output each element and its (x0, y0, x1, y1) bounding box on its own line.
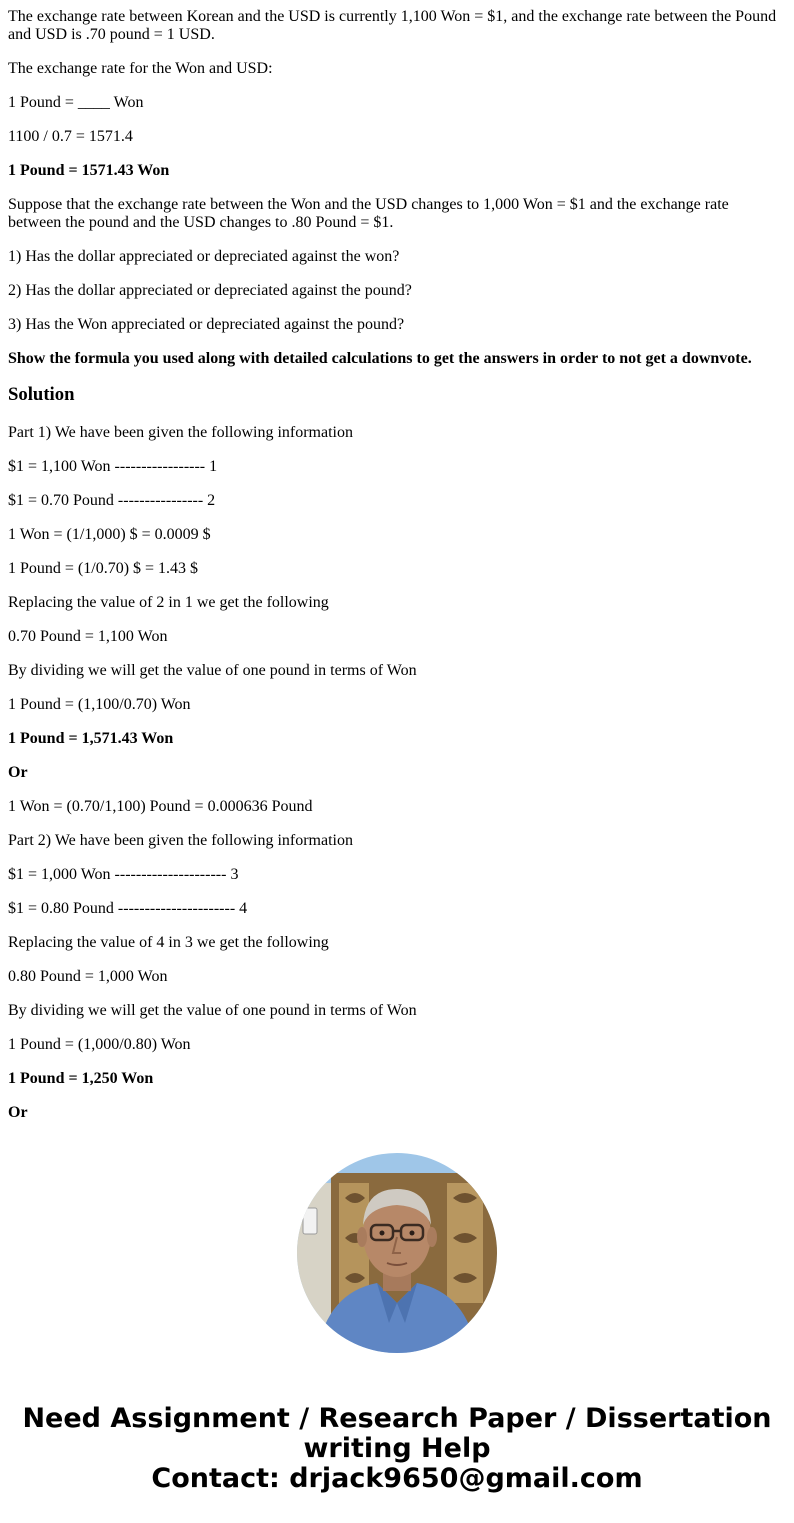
solution-line: Part 2) We have been given the following information (8, 832, 353, 849)
question-scenario: Suppose that the exchange rate between the Won and the USD changes to 1,000 Won = $1 and the exchange rate between the pound and the USD changes to .80 Pound = $1. (8, 196, 729, 231)
promo-contact: Contact: drjack9650@gmail.com (151, 1463, 643, 1494)
solution-or: Or (8, 1104, 28, 1121)
solution-result: 1 Pound = 1,250 Won (8, 1070, 154, 1087)
solution-line: 0.70 Pound = 1,100 Won (8, 628, 168, 645)
promo-line-2: writing Help (303, 1433, 491, 1464)
solution-result: 1 Pound = 1,571.43 Won (8, 730, 174, 747)
question-intro: The exchange rate between Korean and the USD is currently 1,100 Won = $1, and the exchange rate between the Pound and USD is .70 pound = 1 USD. (8, 8, 777, 43)
question-subheading: The exchange rate for the Won and USD: (8, 60, 273, 77)
solution-line: By dividing we will get the value of one pound in terms of Won (8, 662, 417, 679)
solution-line: 1 Won = (0.70/1,100) Pound = 0.000636 Pound (8, 798, 313, 815)
solution-line: 1 Pound = (1,000/0.80) Won (8, 1036, 191, 1053)
question-instruction: Show the formula you used along with detailed calculations to get the answers in order to not get a downvote. (8, 350, 752, 367)
question-result: 1 Pound = 1571.43 Won (8, 162, 170, 179)
solution-line: $1 = 1,100 Won ----------------- 1 (8, 458, 218, 475)
solution-line: 1 Won = (1/1,000) $ = 0.0009 $ (8, 526, 211, 543)
solution-line: $1 = 0.70 Pound ---------------- 2 (8, 492, 216, 509)
solution-line: Part 1) We have been given the following information (8, 424, 353, 441)
author-portrait-illustration (297, 1153, 497, 1353)
promo-banner (0, 1404, 794, 1494)
solution-line: $1 = 1,000 Won --------------------- 3 (8, 866, 239, 883)
author-avatar (297, 1153, 497, 1353)
solution-line: By dividing we will get the value of one pound in terms of Won (8, 1002, 417, 1019)
solution-line: Replacing the value of 4 in 3 we get the following (8, 934, 329, 951)
solution-or: Or (8, 764, 28, 781)
solution-line: 0.80 Pound = 1,000 Won (8, 968, 168, 985)
question-blank-line: 1 Pound = ____ Won (8, 94, 144, 111)
document-body (8, 8, 786, 1138)
question-calculation: 1100 / 0.7 = 1571.4 (8, 128, 133, 145)
question-item-1: 1) Has the dollar appreciated or depreciated against the won? (8, 248, 400, 265)
solution-heading: Solution (8, 384, 75, 405)
question-item-2: 2) Has the dollar appreciated or depreciated against the pound? (8, 282, 412, 299)
solution-line: 1 Pound = (1/0.70) $ = 1.43 $ (8, 560, 199, 577)
solution-line: $1 = 0.80 Pound ---------------------- 4 (8, 900, 248, 917)
question-item-3: 3) Has the Won appreciated or depreciated against the pound? (8, 316, 405, 333)
promo-line-1: Need Assignment / Research Paper / Dissertation (22, 1403, 772, 1434)
solution-line: 1 Pound = (1,100/0.70) Won (8, 696, 191, 713)
solution-line: Replacing the value of 2 in 1 we get the following (8, 594, 329, 611)
